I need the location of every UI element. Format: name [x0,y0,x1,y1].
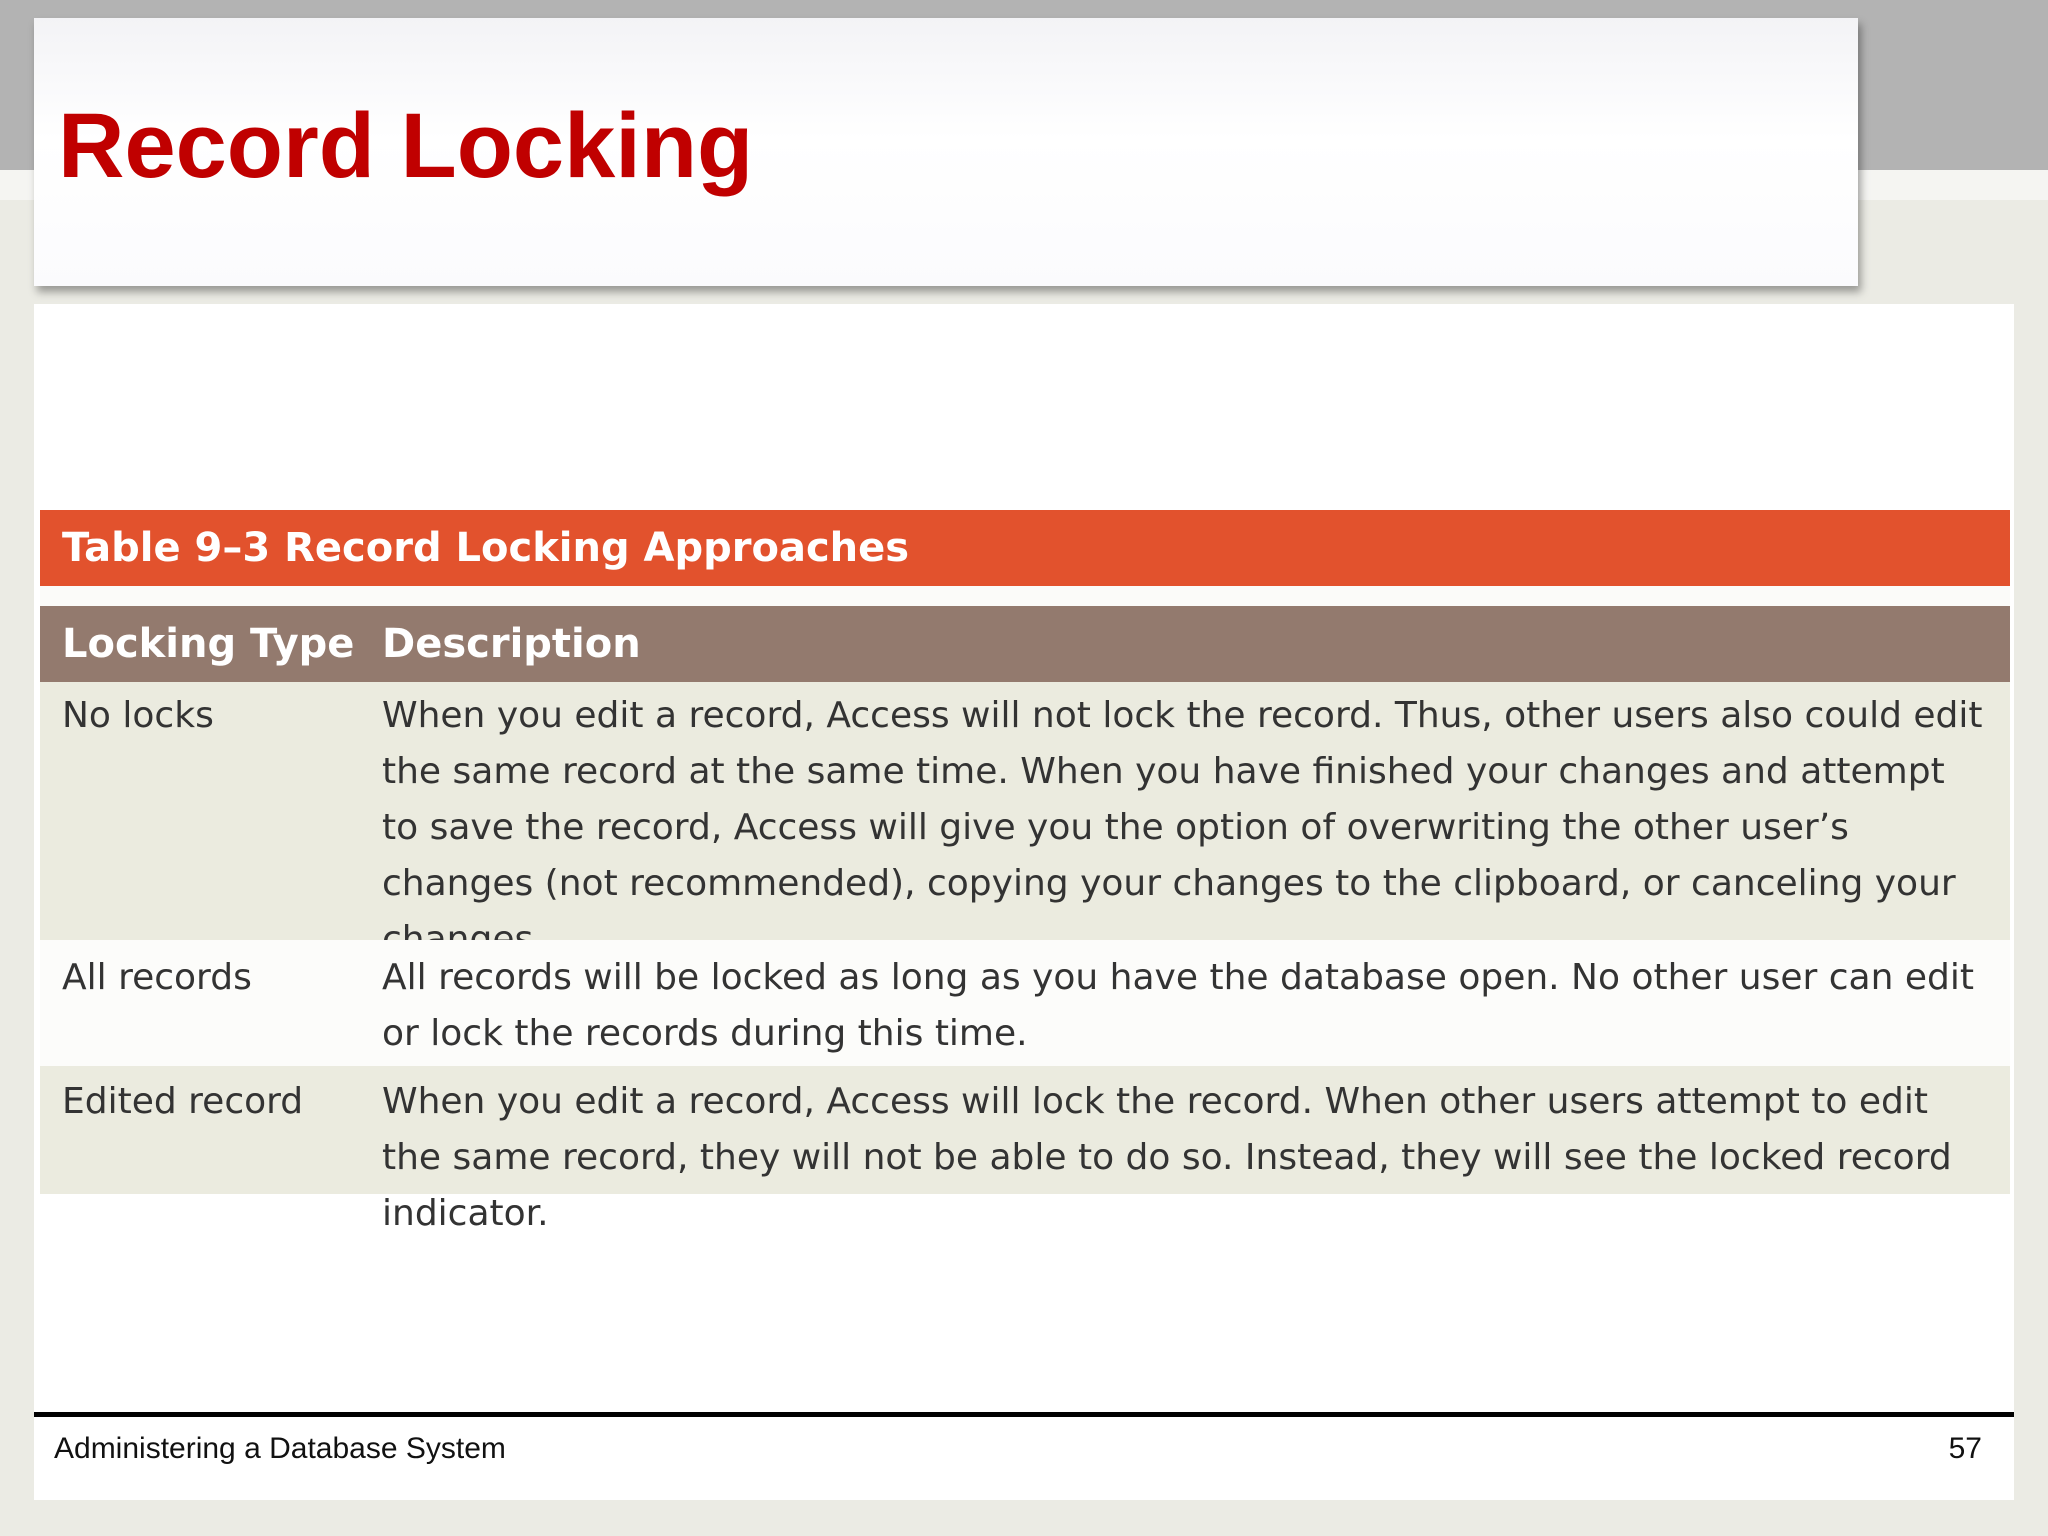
cell-description: All records will be locked as long as you have the database open. No other user can edit or lock the records during this time. [382,940,2010,1066]
header-description: Description [382,606,2010,682]
cell-description: When you edit a record, Access will not lock the record. Thus, other users also could edit the same record at the same time. When you have finished your changes and attempt to save the record, Access will give you the option of overwriting the other user’s changes (not recommended), copying your changes to the clipboard, or canceling your [382,682,2010,940]
cell-locking-type: Edited record [40,1066,382,1194]
page-number: 57 [1948,1432,1982,1465]
record-locking-table [40,510,2010,1234]
cell-locking-type: No locks [40,682,382,940]
title-card [34,18,1858,286]
cell-locking-type: All records [40,940,382,1066]
table-caption: Table 9–3 Record Locking Approaches [40,510,2010,586]
footer-divider [34,1412,2014,1417]
cell-description: When you edit a record, Access will lock the record. When other users attempt to edit the same record, they will not be able to do so. Instead, they will see the locked record indicator. [382,1066,2010,1194]
footer-text: Administering a Database System [54,1432,506,1465]
caption-gap [40,586,2010,606]
slide-title: Record Locking [58,95,754,197]
header-locking-type: Locking Type [40,606,382,682]
table-grid [40,606,2010,1234]
